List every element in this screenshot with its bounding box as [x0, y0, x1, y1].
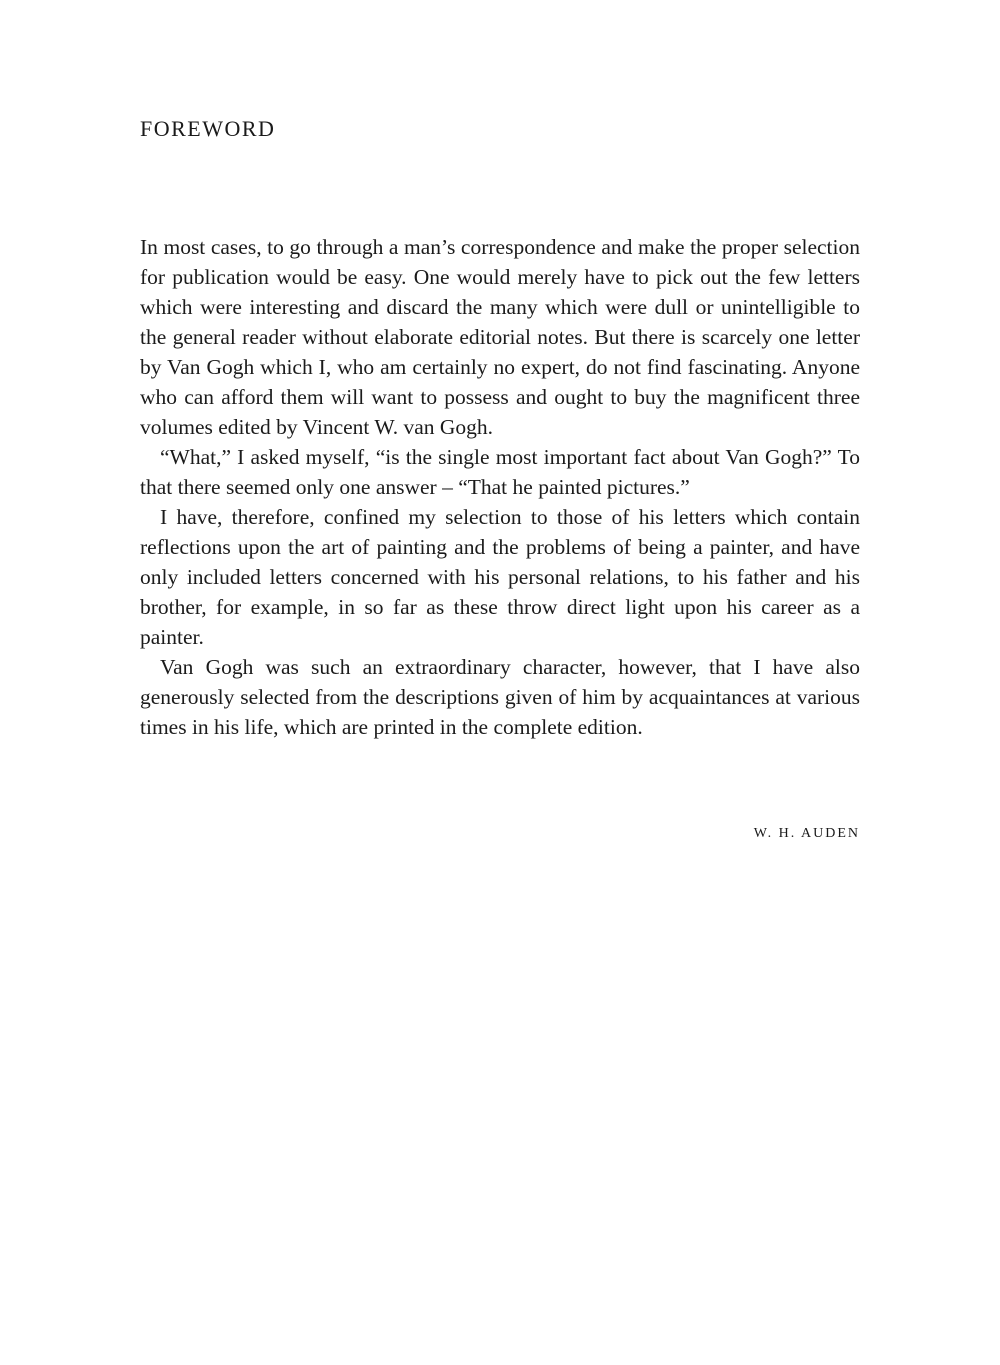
paragraph-3: I have, therefore, confined my selection to those of his letters which contain reflections upon the art of painting and the problems of being a painter, and have only included letters concerned with his personal relations, to his father and his brother, for example, in so far as these throw direct light upon his career as a painter. [140, 505, 860, 649]
foreword-body [140, 232, 860, 742]
paragraph-4: Van Gogh was such an extraordinary character, however, that I have also generously selected from the descriptions given of him by acquaintances at various times in his life, which are printed in the complete edition. [140, 655, 860, 739]
page-title: FOREWORD [140, 116, 276, 141]
author-signature: W. H. AUDEN [753, 826, 860, 841]
paragraph-2: “What,” I asked myself, “is the single most important fact about Van Gogh?” To that there seemed only one answer – “That he painted pictures.” [140, 445, 860, 499]
paragraph-1: In most cases, to go through a man’s correspondence and make the proper selection for publication would be easy. One would merely have to pick out the few letters which were interesting and discard the many which were dull or unintelligible to the general reader without elaborate editorial notes. But there is scarcely one letter by Van Gogh which I, who am certainly no expert, do not find fascinating. Anyone who can afford them will want to possess and ought to buy the magnificent three volumes edited by Vincent W. van Gogh. [140, 235, 860, 439]
